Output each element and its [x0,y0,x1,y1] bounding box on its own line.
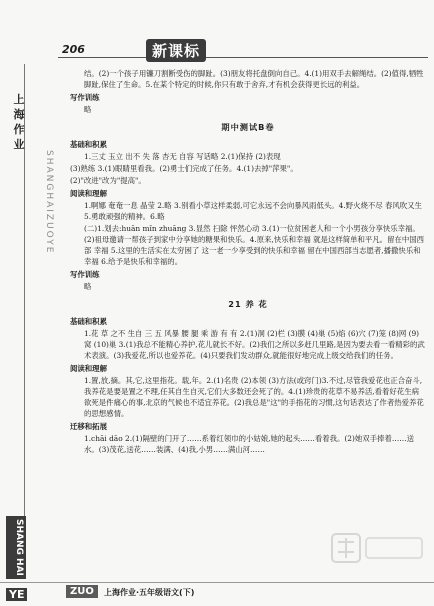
side-pinyin: SHANGHAIZUOYE [44,150,54,255]
section-heading: 迁移和拓展 [70,422,107,431]
lesson-title: 21 养 花 [228,299,268,309]
page-number: 206 [62,43,89,56]
paragraph: (3)熟练 3.(1)眼睛里看我。(2)勇士们完成了任务。4.(1)去掉"萍果"。 [70,164,298,173]
section-heading: 基础和积累 [70,317,107,326]
paragraph: 略 [84,282,92,291]
paragraph: 结。(2)一个孩子用镰刀割断受伤的脚趾。(3)朋友将托盘倒向自己。4.(1)用双手去解绳结。(2)值得,牺牲脚趾,保住了生命。5.在某个特定的时候,你只有敢于舍弃,才有机会获得更长远的利益。 [84,69,424,89]
side-title-char: 作 [13,123,25,136]
brand-logo: 新课标 [146,39,206,62]
paragraph: 1.三丈 玉立 出不 失 落 杏无 自容 写话略 2.(1)保持 (2)表现 [84,152,281,161]
paragraph: 略 [84,105,92,114]
footer-zuo-tab: ZUO [66,585,98,598]
paragraph: 1.花 草 之不 生自 三 五 风暴 腰 腿 乘 游 有 有 2.(1)洞 (2)栏 (3)膜 (4)巢 (5)焰 (6)穴 (7)笼 (8)网 (9)窝 (10)巢 3.(1)我总不能精心养护,花儿就长不好。(2)我们之所以多赶几里路,是因为要去看一看精彩的武术表演。(3)我爱花,所以也爱养花。(4)只要我们发动群众,就能很好地完成上级交给我们的任务。 [84,329,425,360]
footer-ye-tab: YE [6,588,27,601]
section-heading: 阅读和理解 [70,364,107,373]
paragraph: 1.置,放,摘。其,它,这里指花。载,年。2.(1)名贵 (2)本领 (3)方法(或窍门)3.不过,尽管我爱花也正合奋斗,我养花是要是置之不理,任其自生自灭,它们大多数还会死了的。4.(1)珍贵的花草不易养活,看着好花生病欲死是件痛心的事,北京的气候也不适宜养花。(2)我总是"这"的手指花的习惯,这句话表达了作者热爱养花的思想感情。 [84,376,424,418]
paragraph: (2)"改进"改为"提高"。 [70,176,146,185]
side-title-char: 上 [13,93,25,106]
paragraph: 1.啊娜 奄奄一息 晶莹 2.略 3.别看小草这样柔弱,可它永远不会向暴风雨低头。4.野火烧不尽 春风吹又生 5.勇敢顽强的精神。6.略 [84,201,422,221]
paragraph: (二)1.划去:huān mǐn zhuāng 3.显然 扫除 怦然心动 3.(1)一位贫困老人和一个小男孩分享快乐幸福。(2)祖母邀请一帮孩子到家中分享她的糖果和快乐。4.原来,快乐和幸福 就是这样简单和平凡。留在中国西部 幸福 5.这里的生活实在太穷困了 这一老一少享受到的快乐和幸福 留在中国西部当志愿者,播撒快乐和幸福 6.给予是快乐和幸福的。 [84,224,425,266]
section-heading: 写作训练 [70,93,100,102]
page-header [58,42,428,64]
answer-text [70,68,426,456]
paragraph: 1.chāi dāo 2.(1)隔壁的门开了……系着红领巾的小姑娘,她的起头……看着我。(2)她双手捧着……送水。(3)茂花,送花……装满、(4)我,小男……满山河…… [84,434,415,454]
footer-book-title: 上海作业·五年级语文(下) [104,588,195,597]
exam-title: 期中测试B卷 [221,122,275,132]
watermark-stamp-icon [330,528,426,568]
header-rule [58,57,428,58]
section-heading: 写作训练 [70,270,100,279]
side-title-char: 业 [13,138,25,151]
section-heading: 基础和积累 [70,140,107,149]
section-heading: 阅读和理解 [70,189,107,198]
side-pinyin-tab: SHANG HAI [6,516,26,579]
side-title-char: 海 [13,108,25,121]
side-series-title [10,92,28,152]
